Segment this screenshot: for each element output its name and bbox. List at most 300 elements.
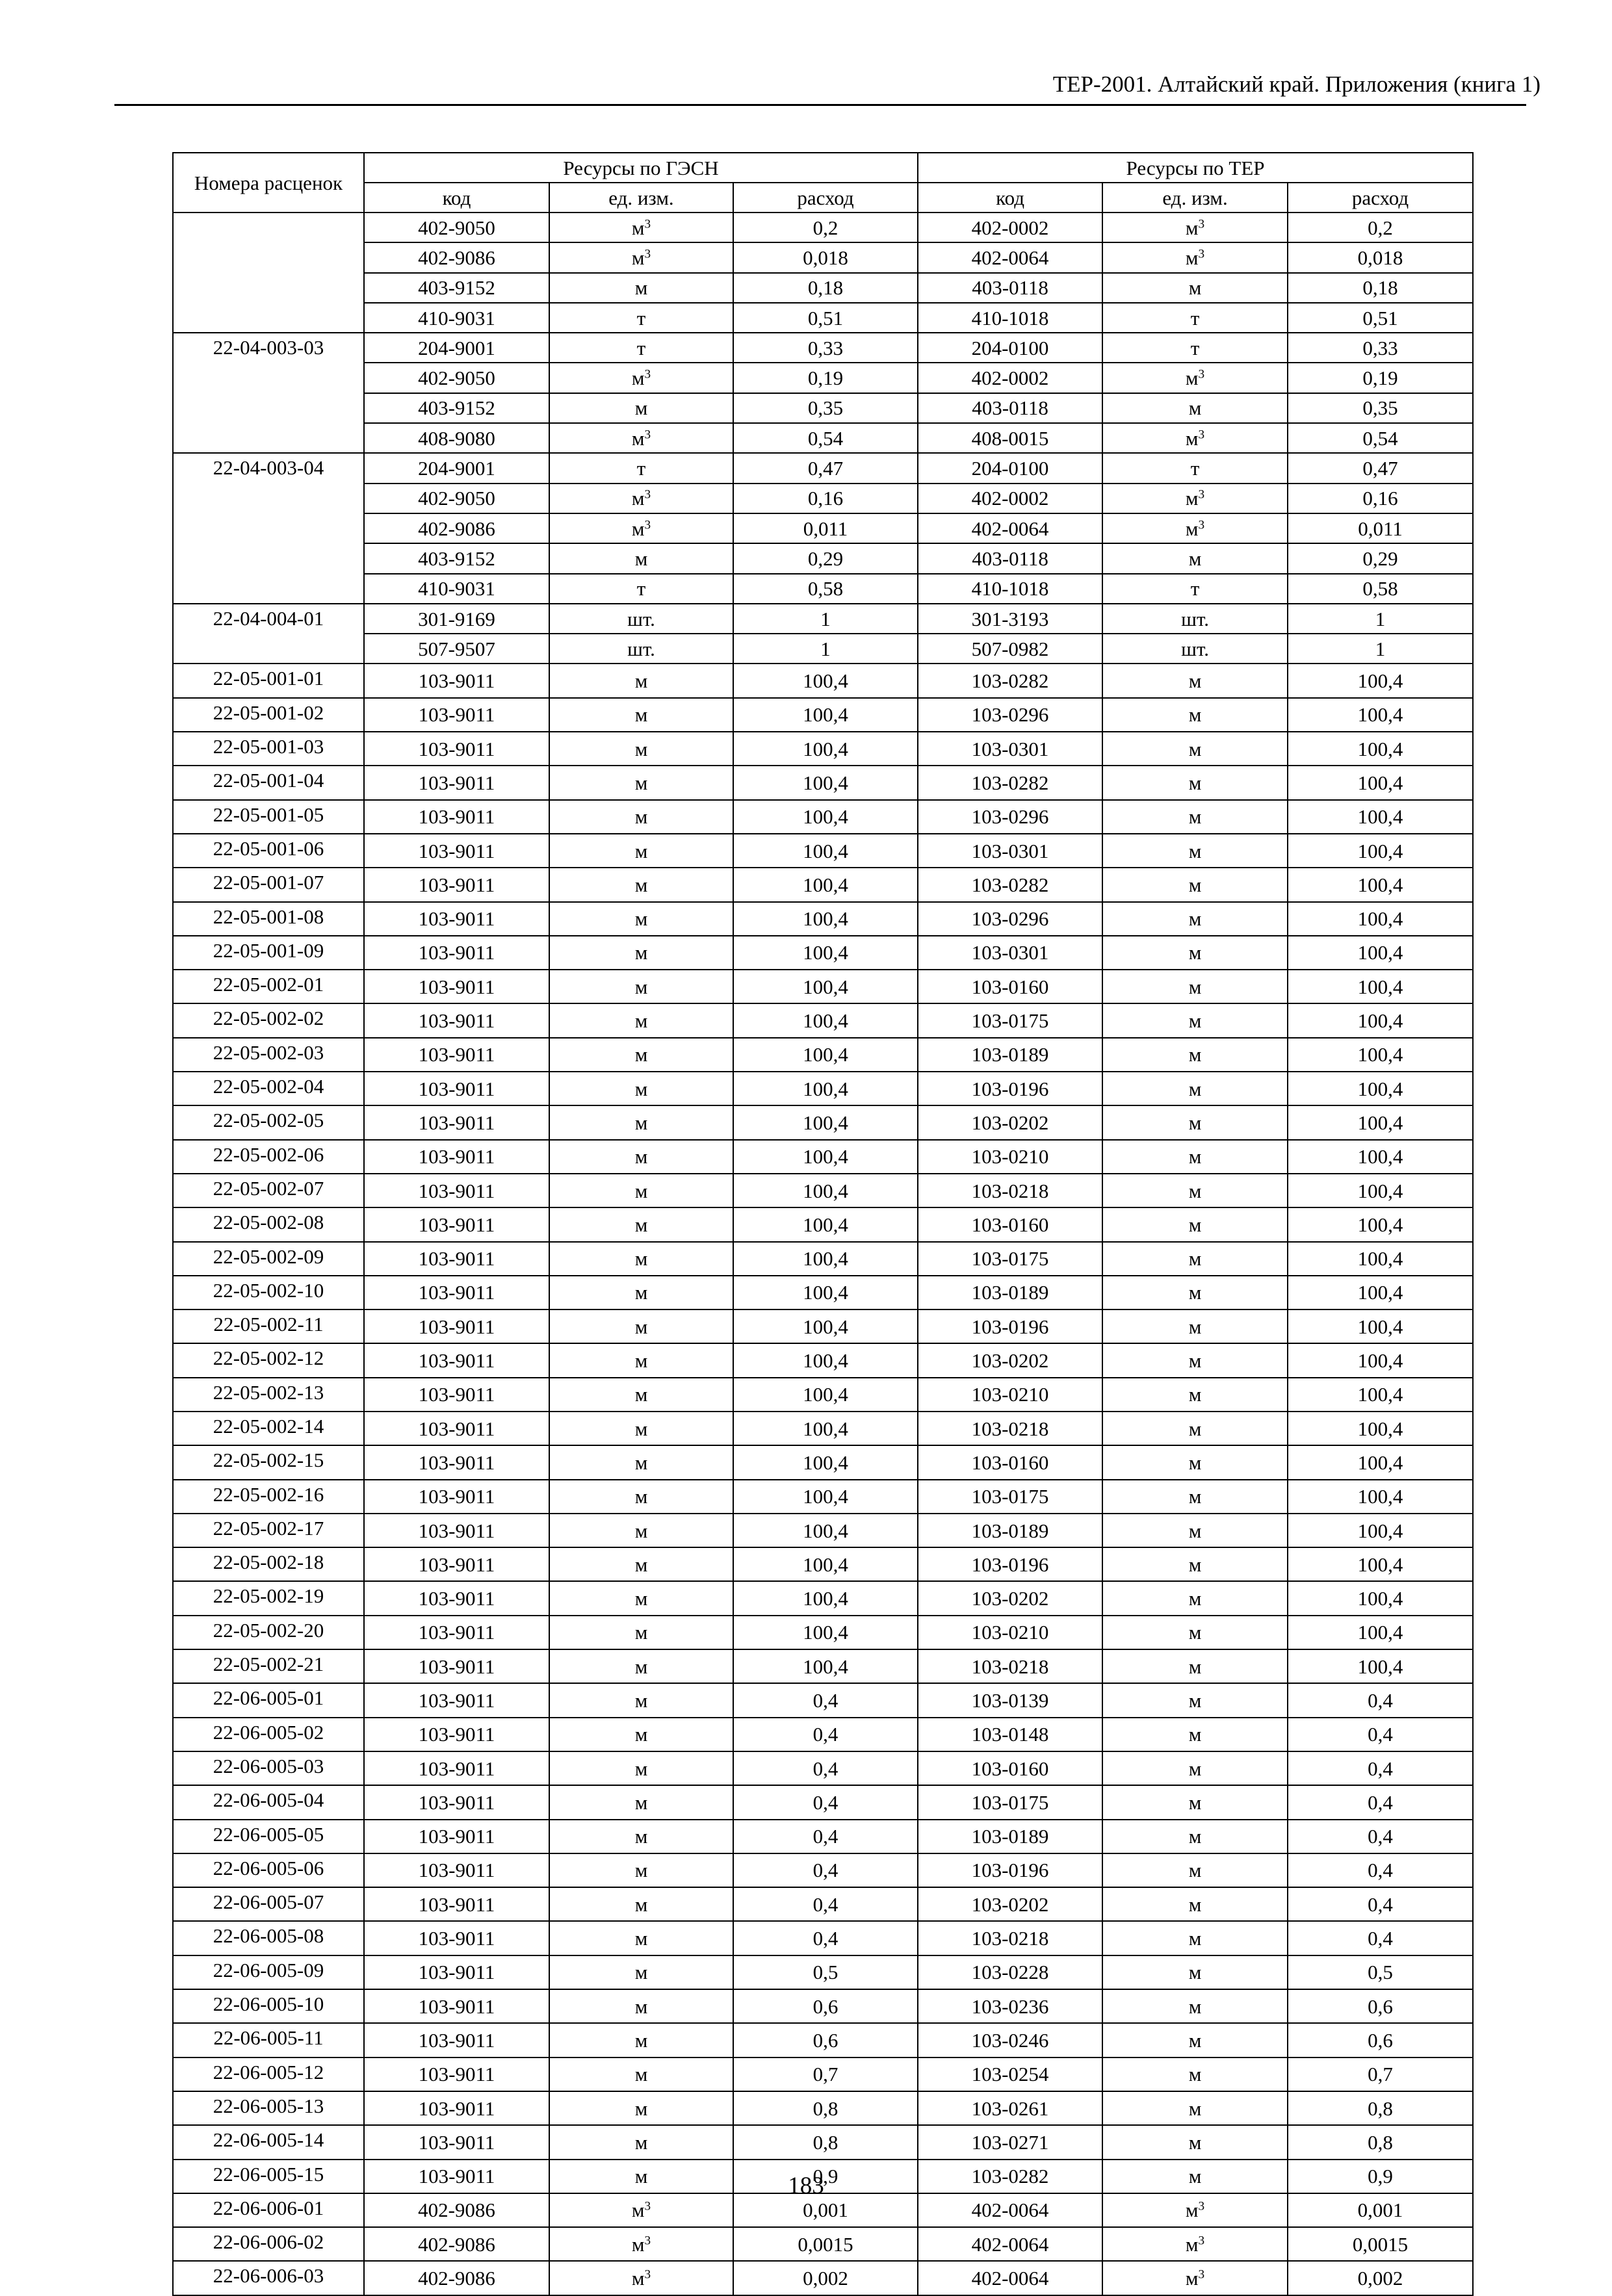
page-number: 183 (788, 2173, 824, 2199)
ter-code-cell: 103-0282 (918, 766, 1102, 799)
table-row (173, 453, 1473, 483)
rate-number-cell: 22-06-005-04 (173, 1785, 364, 1819)
ter-rate-cell: 0,16 (1288, 484, 1473, 513)
gesn-code-cell: 103-9011 (364, 2125, 549, 2159)
table-row (173, 513, 1473, 543)
ter-code-cell: 103-0160 (918, 1751, 1102, 1785)
gesn-rate-cell: 1 (733, 604, 918, 634)
ter-rate-cell: 0,51 (1288, 303, 1473, 333)
ter-code-cell: 402-0002 (918, 484, 1102, 513)
gesn-code-cell: 402-9086 (364, 2193, 549, 2227)
ter-unit-cell: м (1102, 1003, 1288, 1037)
gesn-unit-cell: м (549, 868, 733, 901)
ter-unit-cell: м (1102, 1785, 1288, 1819)
ter-code-cell: 410-1018 (918, 574, 1102, 604)
table-row (173, 1820, 1473, 1853)
ter-unit-cell: м (1102, 834, 1288, 868)
column-header-numbers: Номера расценок (173, 153, 364, 213)
ter-rate-cell: 100,4 (1288, 698, 1473, 732)
gesn-code-cell: 410-9031 (364, 574, 549, 604)
table-row (173, 1718, 1473, 1751)
column-header-gesn-rate: расход (733, 183, 918, 213)
ter-rate-cell: 0,018 (1288, 242, 1473, 272)
table-row (173, 2125, 1473, 2159)
gesn-code-cell: 402-9050 (364, 484, 549, 513)
gesn-unit-cell: м (549, 2160, 733, 2193)
ter-code-cell: 103-0236 (918, 1989, 1102, 2023)
rate-number-cell: 22-05-001-09 (173, 936, 364, 970)
ter-unit-cell: м (1102, 1751, 1288, 1785)
gesn-code-cell: 103-9011 (364, 1547, 549, 1581)
gesn-code-cell: 403-9152 (364, 273, 549, 303)
gesn-unit-cell: м (549, 1003, 733, 1037)
gesn-unit-cell: $м^3$ (549, 2193, 733, 2227)
gesn-rate-cell: 0,58 (733, 574, 918, 604)
table-row (173, 363, 1473, 393)
ter-code-cell: 103-0282 (918, 868, 1102, 901)
ter-unit-cell: $м^3$ (1102, 484, 1288, 513)
gesn-unit-cell: м (549, 1412, 733, 1445)
gesn-rate-cell: 100,4 (733, 1649, 918, 1683)
ter-rate-cell: 100,4 (1288, 1174, 1473, 1207)
gesn-code-cell: 103-9011 (364, 1921, 549, 1955)
ter-unit-cell: м (1102, 1480, 1288, 1514)
gesn-code-cell: 103-9011 (364, 902, 549, 936)
gesn-rate-cell: 100,4 (733, 1072, 918, 1105)
gesn-rate-cell: 0,9 (733, 2160, 918, 2193)
ter-rate-cell: 100,4 (1288, 1038, 1473, 1072)
ter-code-cell: 301-3193 (918, 604, 1102, 634)
gesn-code-cell: 204-9001 (364, 453, 549, 483)
ter-unit-cell: м (1102, 800, 1288, 834)
ter-unit-cell: $м^3$ (1102, 2193, 1288, 2227)
ter-rate-cell: 0,011 (1288, 513, 1473, 543)
gesn-rate-cell: 0,4 (733, 1853, 918, 1887)
gesn-rate-cell: 0,018 (733, 242, 918, 272)
rate-number-cell: 22-06-005-09 (173, 1955, 364, 1989)
gesn-rate-cell: 0,4 (733, 1820, 918, 1853)
table-row (173, 1853, 1473, 1887)
rate-number-cell: 22-06-005-15 (173, 2160, 364, 2193)
gesn-unit-cell: м (549, 1445, 733, 1479)
ter-rate-cell: 100,4 (1288, 766, 1473, 799)
gesn-rate-cell: 0,51 (733, 303, 918, 333)
table-row (173, 800, 1473, 834)
gesn-unit-cell: м (549, 1378, 733, 1412)
ter-unit-cell: м (1102, 2057, 1288, 2091)
ter-rate-cell: 100,4 (1288, 1343, 1473, 1377)
gesn-rate-cell: 100,4 (733, 1309, 918, 1343)
gesn-rate-cell: 0,8 (733, 2091, 918, 2125)
gesn-rate-cell: 0,4 (733, 1785, 918, 1819)
ter-code-cell: 103-0282 (918, 664, 1102, 697)
gesn-rate-cell: 100,4 (733, 1480, 918, 1514)
rate-number-cell: 22-06-006-03 (173, 2261, 364, 2295)
ter-code-cell: 103-0301 (918, 732, 1102, 766)
table-row (173, 1649, 1473, 1683)
rate-number-cell: 22-05-002-04 (173, 1072, 364, 1105)
gesn-code-cell: 204-9001 (364, 333, 549, 363)
gesn-unit-cell: $м^3$ (549, 2261, 733, 2295)
table-row (173, 902, 1473, 936)
gesn-rate-cell: 100,4 (733, 1547, 918, 1581)
ter-unit-cell: $м^3$ (1102, 363, 1288, 393)
gesn-code-cell: 103-9011 (364, 2023, 549, 2057)
gesn-unit-cell: м (549, 543, 733, 573)
gesn-code-cell: 301-9169 (364, 604, 549, 634)
ter-unit-cell: м (1102, 273, 1288, 303)
rate-number-cell: 22-06-005-03 (173, 1751, 364, 1785)
rate-number-cell (173, 213, 364, 333)
gesn-unit-cell: м (549, 2091, 733, 2125)
gesn-code-cell: 103-9011 (364, 834, 549, 868)
rate-number-cell: 22-05-001-06 (173, 834, 364, 868)
rate-number-cell: 22-06-006-01 (173, 2193, 364, 2227)
gesn-unit-cell: м (549, 1514, 733, 1547)
gesn-code-cell: 103-9011 (364, 1343, 549, 1377)
ter-rate-cell: 100,4 (1288, 1514, 1473, 1547)
table-row (173, 213, 1473, 242)
table-row (173, 936, 1473, 970)
ter-unit-cell: $м^3$ (1102, 2261, 1288, 2295)
table-row (173, 634, 1473, 664)
gesn-code-cell: 410-9031 (364, 303, 549, 333)
gesn-rate-cell: 0,7 (733, 2057, 918, 2091)
gesn-unit-cell: $м^3$ (549, 242, 733, 272)
running-header: ТЕР-2001. Алтайский край. Приложения (книга 1) (1052, 71, 1540, 97)
ter-rate-cell: 100,4 (1288, 868, 1473, 901)
ter-code-cell: 204-0100 (918, 453, 1102, 483)
gesn-code-cell: 103-9011 (364, 936, 549, 970)
gesn-code-cell: 103-9011 (364, 1378, 549, 1412)
ter-code-cell: 103-0189 (918, 1038, 1102, 1072)
rate-number-cell: 22-05-002-01 (173, 970, 364, 1003)
ter-unit-cell: м (1102, 1820, 1288, 1853)
gesn-code-cell: 103-9011 (364, 1989, 549, 2023)
ter-code-cell: 103-0202 (918, 1887, 1102, 1921)
gesn-rate-cell: 0,16 (733, 484, 918, 513)
gesn-unit-cell: м (549, 1547, 733, 1581)
ter-code-cell: 402-0002 (918, 213, 1102, 242)
table-row (173, 1105, 1473, 1139)
ter-unit-cell: $м^3$ (1102, 242, 1288, 272)
rate-number-cell: 22-06-005-11 (173, 2023, 364, 2057)
gesn-unit-cell: м (549, 800, 733, 834)
ter-code-cell: 103-0254 (918, 2057, 1102, 2091)
gesn-rate-cell: 0,18 (733, 273, 918, 303)
ter-rate-cell: 0,19 (1288, 363, 1473, 393)
gesn-code-cell: 402-9050 (364, 363, 549, 393)
gesn-code-cell: 103-9011 (364, 1174, 549, 1207)
ter-code-cell: 103-0282 (918, 2160, 1102, 2193)
rate-number-cell: 22-05-002-18 (173, 1547, 364, 1581)
gesn-unit-cell: м (549, 1683, 733, 1717)
gesn-unit-cell: м (549, 834, 733, 868)
gesn-rate-cell: 100,4 (733, 698, 918, 732)
ter-code-cell: 103-0175 (918, 1003, 1102, 1037)
gesn-unit-cell: шт. (549, 634, 733, 664)
ter-unit-cell: $м^3$ (1102, 2227, 1288, 2261)
gesn-rate-cell: 100,4 (733, 1003, 918, 1037)
gesn-code-cell: 103-9011 (364, 868, 549, 901)
gesn-rate-cell: 0,4 (733, 1751, 918, 1785)
gesn-rate-cell: 100,4 (733, 1174, 918, 1207)
rate-number-cell: 22-06-005-08 (173, 1921, 364, 1955)
gesn-code-cell: 103-9011 (364, 2160, 549, 2193)
gesn-unit-cell: т (549, 453, 733, 483)
table-row (173, 1887, 1473, 1921)
rate-number-cell: 22-05-002-14 (173, 1412, 364, 1445)
ter-code-cell: 103-0160 (918, 1445, 1102, 1479)
table-row (173, 1683, 1473, 1717)
ter-code-cell: 410-1018 (918, 303, 1102, 333)
rate-number-cell: 22-05-002-05 (173, 1105, 364, 1139)
rate-number-cell: 22-04-003-03 (173, 333, 364, 453)
gesn-unit-cell: $м^3$ (549, 423, 733, 453)
ter-code-cell: 103-0196 (918, 1309, 1102, 1343)
gesn-code-cell: 103-9011 (364, 1105, 549, 1139)
ter-unit-cell: м (1102, 902, 1288, 936)
gesn-unit-cell: т (549, 574, 733, 604)
gesn-code-cell: 103-9011 (364, 1887, 549, 1921)
rate-number-cell: 22-06-005-12 (173, 2057, 364, 2091)
ter-unit-cell: шт. (1102, 634, 1288, 664)
table-row (173, 604, 1473, 634)
gesn-unit-cell: м (549, 1343, 733, 1377)
ter-code-cell: 402-0064 (918, 513, 1102, 543)
ter-unit-cell: м (1102, 1853, 1288, 1887)
table-row (173, 1445, 1473, 1479)
ter-rate-cell: 0,33 (1288, 333, 1473, 363)
gesn-code-cell: 103-9011 (364, 1718, 549, 1751)
ter-rate-cell: 100,4 (1288, 936, 1473, 970)
table-row (173, 303, 1473, 333)
ter-rate-cell: 100,4 (1288, 1378, 1473, 1412)
gesn-unit-cell: м (549, 732, 733, 766)
rate-number-cell: 22-04-003-04 (173, 453, 364, 603)
ter-unit-cell: м (1102, 936, 1288, 970)
rate-number-cell: 22-06-005-05 (173, 1820, 364, 1853)
ter-rate-cell: 1 (1288, 604, 1473, 634)
ter-rate-cell: 0,002 (1288, 2261, 1473, 2295)
gesn-rate-cell: 100,4 (733, 800, 918, 834)
rate-number-cell: 22-06-005-10 (173, 1989, 364, 2023)
ter-unit-cell: м (1102, 1887, 1288, 1921)
ter-unit-cell: м (1102, 1412, 1288, 1445)
ter-unit-cell: м (1102, 1445, 1288, 1479)
table-row (173, 1207, 1473, 1241)
ter-rate-cell: 0,4 (1288, 1751, 1473, 1785)
gesn-code-cell: 402-9086 (364, 2227, 549, 2261)
table-body (173, 213, 1473, 2295)
gesn-code-cell: 103-9011 (364, 1207, 549, 1241)
gesn-rate-cell: 0,001 (733, 2193, 918, 2227)
table-row (173, 2227, 1473, 2261)
resources-table (172, 152, 1474, 2296)
ter-code-cell: 103-0218 (918, 1921, 1102, 1955)
ter-unit-cell: м (1102, 1038, 1288, 1072)
header-rule (114, 104, 1526, 106)
ter-rate-cell: 0,5 (1288, 1955, 1473, 1989)
gesn-unit-cell: м (549, 1718, 733, 1751)
gesn-rate-cell: 100,4 (733, 868, 918, 901)
ter-unit-cell: м (1102, 698, 1288, 732)
ter-code-cell: 103-0202 (918, 1343, 1102, 1377)
table-row (173, 1140, 1473, 1174)
gesn-rate-cell: 0,29 (733, 543, 918, 573)
gesn-rate-cell: 0,0015 (733, 2227, 918, 2261)
table-row (173, 2057, 1473, 2091)
gesn-unit-cell: м (549, 1921, 733, 1955)
gesn-unit-cell: м (549, 1174, 733, 1207)
ter-code-cell: 103-0301 (918, 834, 1102, 868)
gesn-rate-cell: 100,4 (733, 1378, 918, 1412)
column-group-ter: Ресурсы по ТЕР (918, 153, 1473, 183)
gesn-rate-cell: 100,4 (733, 732, 918, 766)
gesn-unit-cell: м (549, 1887, 733, 1921)
ter-rate-cell: 100,4 (1288, 1445, 1473, 1479)
ter-rate-cell: 100,4 (1288, 1649, 1473, 1683)
rate-number-cell: 22-06-005-14 (173, 2125, 364, 2159)
table-row (173, 1003, 1473, 1037)
ter-rate-cell: 0,54 (1288, 423, 1473, 453)
table-row (173, 2091, 1473, 2125)
ter-rate-cell: 100,4 (1288, 1480, 1473, 1514)
gesn-rate-cell: 0,35 (733, 393, 918, 423)
ter-unit-cell: м (1102, 970, 1288, 1003)
ter-rate-cell: 100,4 (1288, 1616, 1473, 1649)
gesn-rate-cell: 100,4 (733, 1276, 918, 1309)
gesn-code-cell: 103-9011 (364, 766, 549, 799)
table-header (173, 153, 1473, 213)
gesn-unit-cell: м (549, 2023, 733, 2057)
gesn-rate-cell: 1 (733, 634, 918, 664)
table-row (173, 273, 1473, 303)
ter-code-cell: 103-0218 (918, 1174, 1102, 1207)
table-row (173, 1751, 1473, 1785)
gesn-rate-cell: 100,4 (733, 902, 918, 936)
rate-number-cell: 22-05-001-01 (173, 664, 364, 697)
ter-rate-cell: 0,001 (1288, 2193, 1473, 2227)
ter-unit-cell: м (1102, 1140, 1288, 1174)
ter-unit-cell: м (1102, 1514, 1288, 1547)
gesn-rate-cell: 100,4 (733, 970, 918, 1003)
table-row (173, 1174, 1473, 1207)
gesn-unit-cell: м (549, 1242, 733, 1276)
table-row (173, 664, 1473, 697)
ter-rate-cell: 0,9 (1288, 2160, 1473, 2193)
gesn-unit-cell: м (549, 902, 733, 936)
ter-code-cell: 403-0118 (918, 393, 1102, 423)
table-row (173, 1785, 1473, 1819)
rate-number-cell: 22-06-005-07 (173, 1887, 364, 1921)
rate-number-cell: 22-05-001-02 (173, 698, 364, 732)
ter-code-cell: 103-0175 (918, 1785, 1102, 1819)
ter-code-cell: 103-0160 (918, 970, 1102, 1003)
gesn-code-cell: 103-9011 (364, 1853, 549, 1887)
column-header-gesn-unit: ед. изм. (549, 183, 733, 213)
gesn-code-cell: 103-9011 (364, 1683, 549, 1717)
rate-number-cell: 22-05-002-20 (173, 1616, 364, 1649)
table-row (173, 1921, 1473, 1955)
gesn-unit-cell: м (549, 1751, 733, 1785)
gesn-unit-cell: шт. (549, 604, 733, 634)
gesn-code-cell: 103-9011 (364, 1616, 549, 1649)
ter-code-cell: 408-0015 (918, 423, 1102, 453)
gesn-unit-cell: $м^3$ (549, 363, 733, 393)
ter-code-cell: 103-0210 (918, 1140, 1102, 1174)
ter-code-cell: 103-0296 (918, 800, 1102, 834)
ter-rate-cell: 0,6 (1288, 2023, 1473, 2057)
rate-number-cell: 22-05-001-04 (173, 766, 364, 799)
ter-rate-cell: 0,18 (1288, 273, 1473, 303)
ter-code-cell: 103-0148 (918, 1718, 1102, 1751)
gesn-code-cell: 103-9011 (364, 732, 549, 766)
gesn-rate-cell: 100,4 (733, 834, 918, 868)
gesn-unit-cell: м (549, 1616, 733, 1649)
ter-rate-cell: 100,4 (1288, 800, 1473, 834)
rate-number-cell: 22-05-002-16 (173, 1480, 364, 1514)
gesn-rate-cell: 100,4 (733, 1038, 918, 1072)
gesn-rate-cell: 100,4 (733, 1412, 918, 1445)
gesn-unit-cell: м (549, 1785, 733, 1819)
ter-unit-cell: м (1102, 1105, 1288, 1139)
column-header-ter-code: код (918, 183, 1102, 213)
ter-unit-cell: м (1102, 1547, 1288, 1581)
gesn-code-cell: 103-9011 (364, 1445, 549, 1479)
gesn-unit-cell: м (549, 698, 733, 732)
gesn-unit-cell: м (549, 1649, 733, 1683)
gesn-unit-cell: м (549, 1309, 733, 1343)
gesn-rate-cell: 100,4 (733, 1445, 918, 1479)
ter-rate-cell: 0,4 (1288, 1853, 1473, 1887)
ter-rate-cell: 1 (1288, 634, 1473, 664)
ter-code-cell: 103-0218 (918, 1412, 1102, 1445)
ter-code-cell: 103-0210 (918, 1616, 1102, 1649)
ter-unit-cell: м (1102, 1683, 1288, 1717)
gesn-unit-cell: $м^3$ (549, 513, 733, 543)
ter-code-cell: 103-0189 (918, 1514, 1102, 1547)
ter-rate-cell: 0,58 (1288, 574, 1473, 604)
ter-unit-cell: м (1102, 1955, 1288, 1989)
gesn-rate-cell: 100,4 (733, 1105, 918, 1139)
gesn-code-cell: 103-9011 (364, 2057, 549, 2091)
ter-code-cell: 402-0064 (918, 242, 1102, 272)
rate-number-cell: 22-05-002-06 (173, 1140, 364, 1174)
ter-rate-cell: 100,4 (1288, 1003, 1473, 1037)
gesn-unit-cell: м (549, 2125, 733, 2159)
ter-rate-cell: 0,4 (1288, 1820, 1473, 1853)
gesn-rate-cell: 100,4 (733, 664, 918, 697)
table-row (173, 1343, 1473, 1377)
gesn-code-cell: 103-9011 (364, 1309, 549, 1343)
ter-rate-cell: 0,4 (1288, 1785, 1473, 1819)
ter-unit-cell: м (1102, 766, 1288, 799)
ter-rate-cell: 100,4 (1288, 1276, 1473, 1309)
column-header-ter-rate: расход (1288, 183, 1473, 213)
ter-code-cell: 103-0139 (918, 1683, 1102, 1717)
ter-rate-cell: 0,4 (1288, 1683, 1473, 1717)
table-row (173, 732, 1473, 766)
table-row (173, 1581, 1473, 1615)
rate-number-cell: 22-05-002-17 (173, 1514, 364, 1547)
rate-number-cell: 22-05-002-09 (173, 1242, 364, 1276)
ter-code-cell: 103-0228 (918, 1955, 1102, 1989)
ter-code-cell: 402-0064 (918, 2261, 1102, 2295)
table-row (173, 698, 1473, 732)
gesn-code-cell: 103-9011 (364, 1072, 549, 1105)
ter-unit-cell: т (1102, 574, 1288, 604)
